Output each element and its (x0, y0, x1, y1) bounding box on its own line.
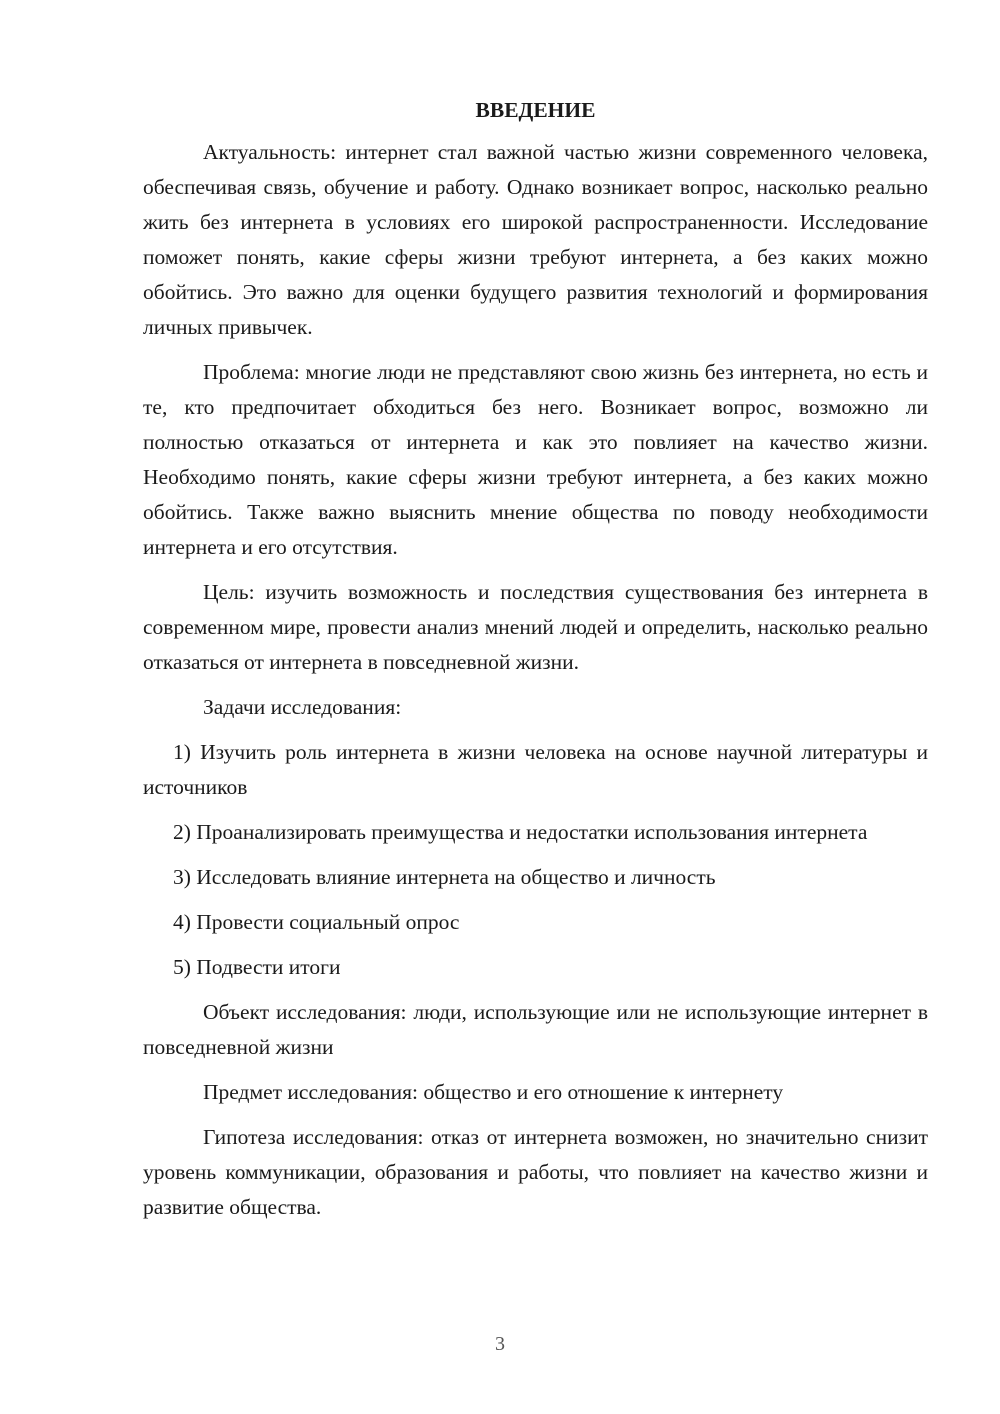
task-item-3: 3) Исследовать влияние интернета на общество и личность (173, 865, 716, 889)
page-number: 3 (495, 1333, 505, 1355)
paragraph-relevance: Актуальность: интернет стал важной частью жизни современного человека, обеспечивая связь, обучение и работу. Однако возникает вопрос, насколько реально жить без интернета в условиях его широкой распространенности. Исследование поможет понять, какие сферы жизни требуют интернета, а без каких можно обойтись. Это важно для оценки будущего развития технологий и формирования личных привычек. (143, 140, 928, 339)
section-title: ВВЕДЕНИЕ (475, 98, 596, 122)
task-item-5: 5) Подвести итоги (173, 955, 341, 979)
task-item-2: 2) Проанализировать преимущества и недостатки использования интернета (173, 820, 868, 844)
paragraph-hypothesis: Гипотеза исследования: отказ от интернета возможен, но значительно снизит уровень коммуникации, образования и работы, что повлияет на качество жизни и развитие общества. (143, 1125, 928, 1219)
task-item-1: 1) Изучить роль интернета в жизни человека на основе научной литературы и источников (143, 740, 928, 799)
paragraph-goal: Цель: изучить возможность и последствия существования без интернета в современном мире, провести анализ мнений людей и определить, насколько реально отказаться от интернета в повседневной жизни. (143, 580, 928, 674)
document-page (143, 95, 928, 1235)
tasks-heading: Задачи исследования: (203, 695, 402, 719)
paragraph-subject: Предмет исследования: общество и его отношение к интернету (203, 1080, 784, 1104)
task-item-4: 4) Провести социальный опрос (173, 910, 460, 934)
paragraph-object: Объект исследования: люди, использующие или не использующие интернет в повседневной жизни (143, 1000, 928, 1059)
paragraph-problem: Проблема: многие люди не представляют свою жизнь без интернета, но есть и те, кто предпочитает обходиться без него. Возникает вопрос, возможно ли полностью отказаться от интернета и как это повлияет на качество жизни. Необходимо понять, какие сферы жизни требуют интернета, а без каких можно обойтись. Также важно выяснить мнение общества по поводу необходимости интернета и его отсутствия. (143, 360, 928, 559)
